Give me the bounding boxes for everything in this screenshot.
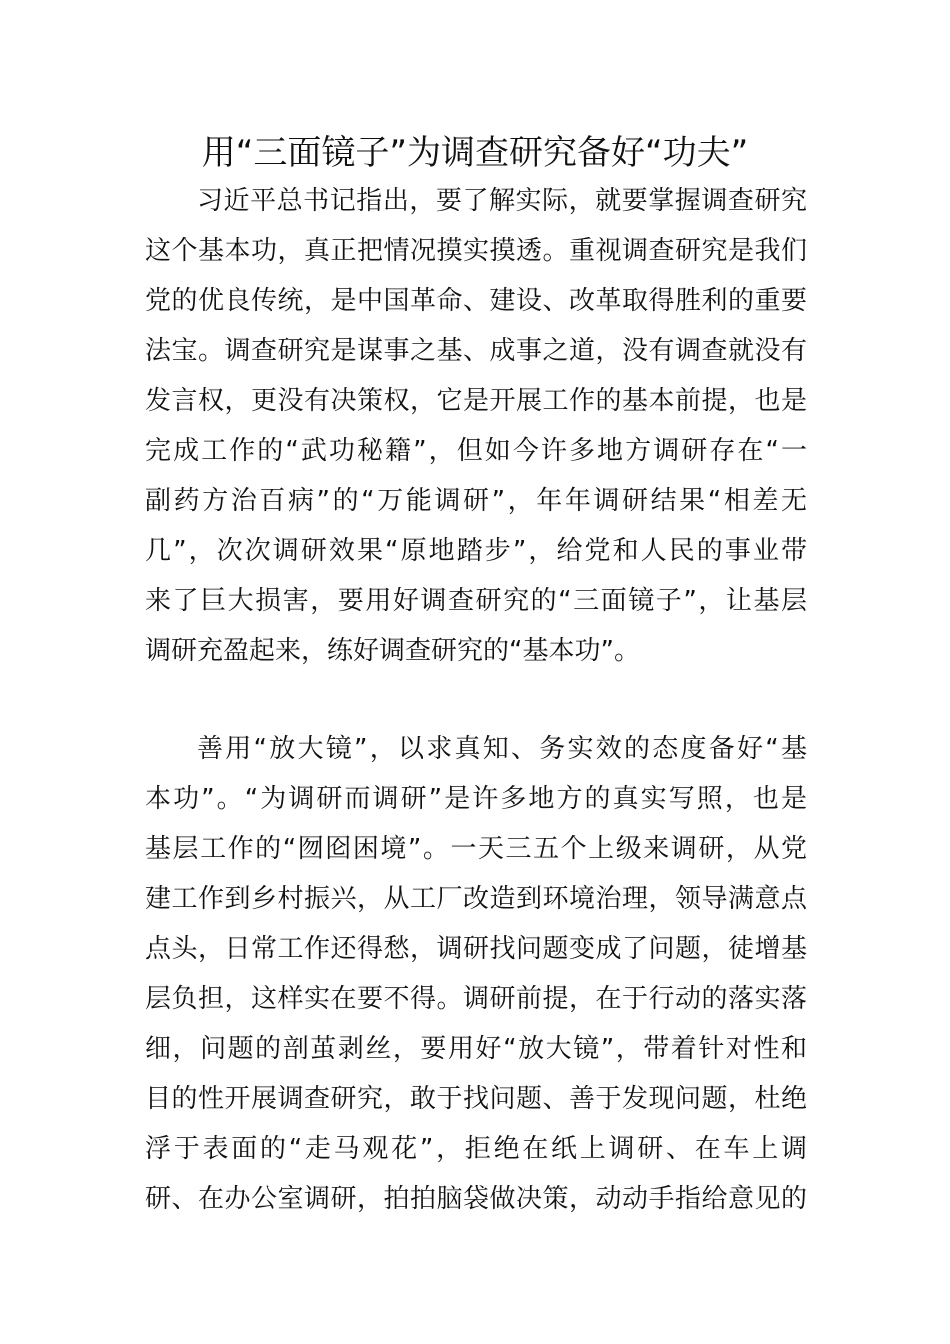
- text-line: 调研充盈起来，练好调查研究的“基本功”。: [145, 636, 640, 666]
- text-line: 建工作到乡村振兴，从工厂改造到环境治理，领导满意点: [145, 884, 807, 914]
- text-line: 点头，日常工作还得愁，调研找问题变成了问题，徒增基: [145, 934, 807, 964]
- text-line: 来了巨大损害，要用好调查研究的“三面镜子”，让基层: [145, 586, 807, 616]
- text-line: 副药方治百病”的“万能调研”，年年调研结果“相差无: [145, 486, 807, 516]
- text-line: 研、在办公室调研，拍拍脑袋做决策，动动手指给意见的: [145, 1184, 807, 1214]
- text-line: 基层工作的“囫囵困境”。一天三五个上级来调研，从党: [145, 834, 807, 864]
- text-line: 浮于表面的“走马观花”，拒绝在纸上调研、在车上调: [145, 1134, 807, 1164]
- text-line: 细，问题的剖茧剥丝，要用好“放大镜”，带着针对性和: [145, 1034, 807, 1064]
- text-line: 目的性开展调查研究，敢于找问题、善于发现问题，杜绝: [145, 1084, 807, 1114]
- paragraph-1: [145, 176, 807, 676]
- text-line: 党的优良传统，是中国革命、建设、改革取得胜利的重要: [145, 286, 807, 316]
- text-line: 层负担，这样实在要不得。调研前提，在于行动的落实落: [145, 984, 807, 1014]
- paragraph-2: [145, 724, 807, 1224]
- text-line: 发言权，更没有决策权，它是开展工作的基本前提，也是: [145, 386, 807, 416]
- text-line: 本功”。“为调研而调研”是许多地方的真实写照，也是: [145, 784, 807, 814]
- text-line: 这个基本功，真正把情况摸实摸透。重视调查研究是我们: [145, 236, 807, 266]
- document-title: 用“三面镜子”为调查研究备好“功夫”: [201, 133, 749, 173]
- text-line: 法宝。调查研究是谋事之基、成事之道，没有调查就没有: [145, 336, 807, 366]
- text-line: 善用“放大镜”，以求真知、务实效的态度备好“基: [197, 734, 807, 764]
- text-line: 几”，次次调研效果“原地踏步”，给党和人民的事业带: [145, 536, 807, 566]
- text-line: 完成工作的“武功秘籍”，但如今许多地方调研存在“一: [145, 436, 807, 466]
- text-line: 习近平总书记指出，要了解实际，就要掌握调查研究: [197, 186, 807, 216]
